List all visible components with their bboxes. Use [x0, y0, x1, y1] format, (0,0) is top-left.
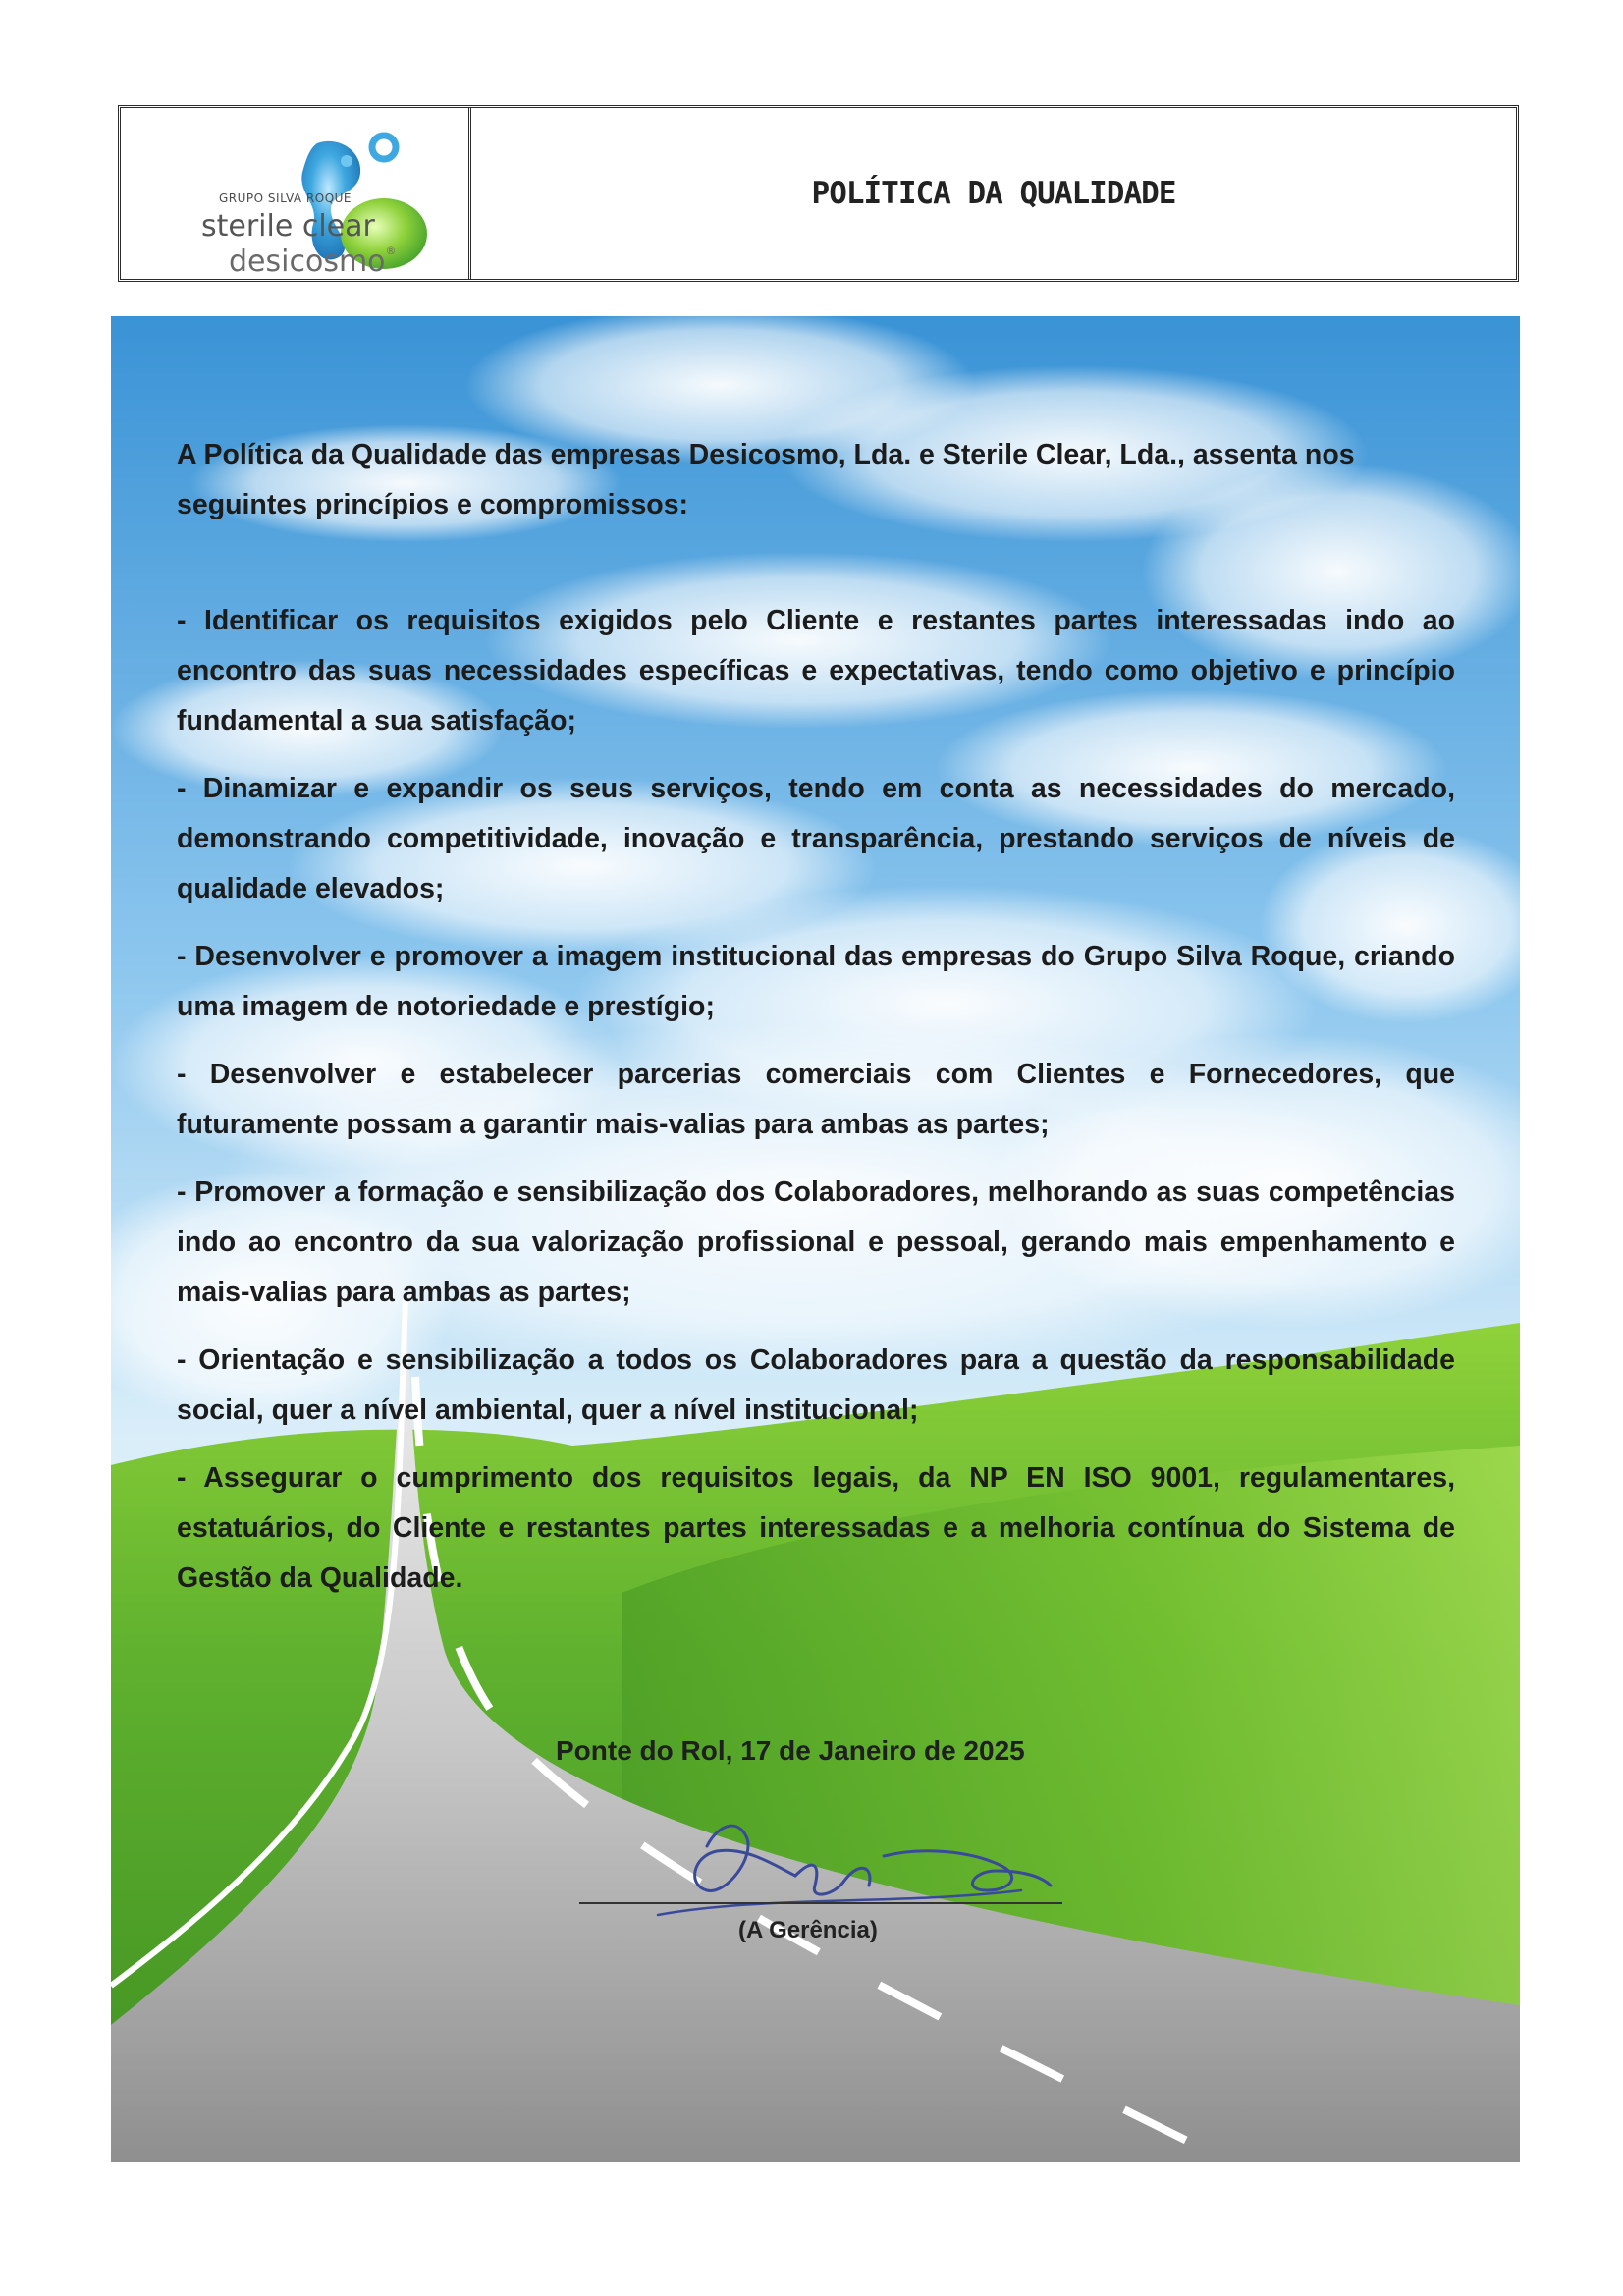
- logo-brand-sterile: sterile clear: [201, 209, 375, 244]
- document-header: [118, 105, 1519, 282]
- policy-item: - Orientação e sensibilização a todos os Colaboradores para a questão da responsabilidade social, quer a nível ambiental, quer a nível institucional;: [177, 1344, 1455, 1426]
- document-title: POLÍTICA DA QUALIDADE: [811, 176, 1176, 211]
- policy-item: - Assegurar o cumprimento dos requisitos legais, da NP EN ISO 9001, regulamentares, estatuários, do Cliente e restantes partes interessadas e a melhoria contínua do Sistema de Gestão da Qualidade.: [177, 1462, 1455, 1594]
- logo-group-name: GRUPO SILVA ROQUE: [219, 191, 352, 205]
- signature-line: [579, 1902, 1062, 1904]
- policy-item: - Dinamizar e expandir os seus serviços, tendo em conta as necessidades do mercado, demonstrando competitividade, inovação e transparência, prestando serviços de níveis de qualidade elevados;: [177, 773, 1455, 904]
- document-date: Ponte do Rol, 17 de Janeiro de 2025: [556, 1735, 1025, 1766]
- policy-item: - Desenvolver e promover a imagem institucional das empresas do Grupo Silva Roque, criando uma imagem de notoriedade e prestígio;: [177, 941, 1455, 1022]
- policy-item: - Identificar os requisitos exigidos pelo Cliente e restantes partes interessadas indo ao encontro das suas necessidades específicas e expectativas, tendo como objetivo e princípio fundamental a sua satisfação;: [177, 605, 1455, 737]
- company-logo: [121, 108, 471, 279]
- signatory: (A Gerência): [738, 1917, 878, 1943]
- logo-brand-desicosmo-text: desicosmo: [229, 245, 386, 279]
- title-cell: [471, 108, 1516, 279]
- policy-content: [177, 430, 1455, 1621]
- signature-icon: [648, 1797, 1100, 1935]
- logo-brand-desicosmo: [229, 245, 397, 279]
- policy-item: - Desenvolver e estabelecer parcerias comerciais com Clientes e Fornecedores, que futuramente possam a garantir mais-valias para ambas as partes;: [177, 1059, 1455, 1140]
- registered-mark: ®: [385, 245, 397, 257]
- policy-intro: A Política da Qualidade das empresas Desicosmo, Lda. e Sterile Clear, Lda., assenta nos seguintes princípios e compromissos:: [177, 439, 1355, 520]
- policy-item: - Promover a formação e sensibilização dos Colaboradores, melhorando as suas competências indo ao encontro da sua valorização profissional e pessoal, gerando mais empenhamento e mais-valias para ambas as partes;: [177, 1176, 1455, 1308]
